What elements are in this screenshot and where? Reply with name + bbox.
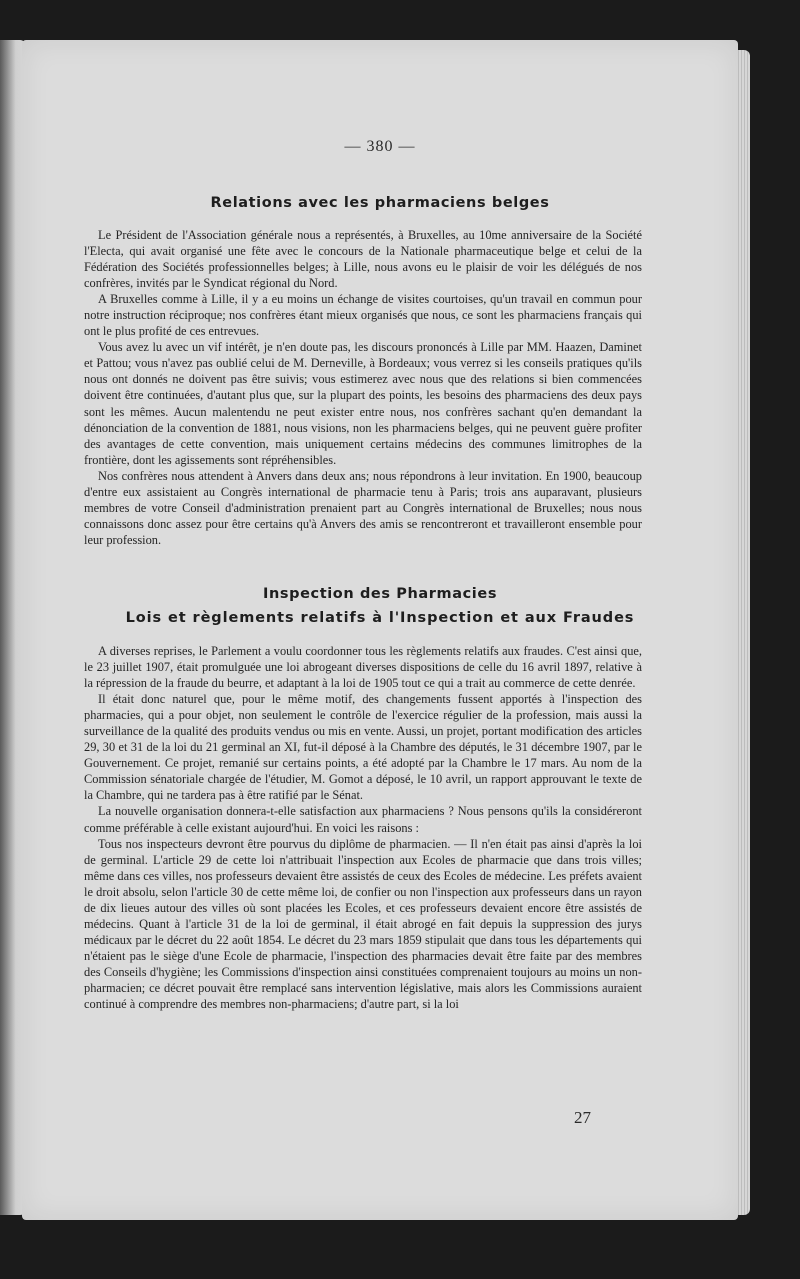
section-body-relations: [84, 227, 642, 548]
paragraph: Tous nos inspecteurs devront être pourvus du diplôme de pharmacien. — Il n'en était pas ainsi d'après la loi de germinal. L'article 29 de cette loi n'attribuait l'inspection aux Ecoles de pharmacie que dans trois villes; même dans ces villes, nos professeurs devaient être assistés de ceux des Ecoles de médecine. Les préfets avaient le droit absolu, selon l'article 30 de cette même loi, de confier ou non l'inspection aux professeurs dans un rayon de dix lieues autour des villes où sont placées les Ecoles, et ces professeurs devaient encore être assistés de médecins. Quant à l'article 31 de la loi de germinal, il était abrogé en fait depuis la suppression des jurys médicaux par le décret du 22 août 1854. Le décret du 23 mars 1859 stipulait que dans tous les départements qui n'étaient pas le siège d'une Ecole de pharmacie, l'inspection des pharmacies devait être faite par des membres des Conseils d'hygiène; les Commissions d'inspection ainsi constituées comprenaient toujours au moins un non-pharmacien; ce décret pouvait être remplacé sans intervention législative, mais alors les Commissions auraient continué à comprendre des membres non-pharmaciens; d'autre part, si la loi: [84, 836, 642, 1012]
section-body-inspection: [84, 643, 642, 1012]
section-subheading-lois: Lois et règlements relatifs à l'Inspection et aux Fraudes: [125, 610, 635, 626]
paragraph: A Bruxelles comme à Lille, il y a eu moins un échange de visites courtoises, qu'un travail en commun pour notre instruction réciproque; nos confrères étant mieux organisés que nous, ce sont les pharmaciens français qui ont le plus profité de ces entrevues.: [84, 292, 642, 339]
paragraph: Il était donc naturel que, pour le même motif, des changements fussent apportés à l'inspection des pharmacies, qui a pour objet, non seulement le contrôle de l'exercice régulier de la profession, mais aussi la surveillance de la qualité des produits vendus ou mis en vente. Aussi, un projet, portant modification des articles 29, 30 et 31 de la loi du 21 germinal an XI, fut-il déposé à la Chambre des députés, le 31 décembre 1907, par le Gouvernement. Ce projet, remanié sur certains points, a été adopté par la Chambre le 17 mars. Au nom de la Commission sénatoriale chargée de l'étudier, M. Gomot a déposé, le 10 avril, un rapport approuvant le texte de la Chambre, qui ne tardera pas à être ratifié par le Sénat.: [84, 692, 642, 803]
paragraph: Nos confrères nous attendent à Anvers dans deux ans; nous répondrons à leur invitation. En 1900, beaucoup d'entre eux assistaient au Congrès international de pharmacie tenu à Paris; trois ans auparavant, plusieurs membres de votre Conseil d'administration prenaient part au Congrès international de Bruxelles; nous nous connaissons donc assez pour être certains qu'à Anvers des amis se rencontreront et travailleront ensemble pour leur profession.: [84, 468, 642, 547]
folio-signature: 27: [574, 1108, 591, 1127]
paragraph: Vous avez lu avec un vif intérêt, je n'en doute pas, les discours prononcés à Lille par MM. Haazen, Daminet et Pattou; vous n'avez pas oublié celui de M. Derneville, à Bordeaux; vous verrez si les conseils pratiques qu'ils nous ont donnés ne doivent pas être suivis; vous estimerez avec nous que des relations si bien commencées doivent être continuées, d'autant plus que, sur la plupart des points, les besoins des pharmaciens des deux pays sont les mêmes. Aucun malentendu ne peut exister entre nous, nos confrères sachant qu'en demandant la dénonciation de la convention de 1881, nous visions, non les pharmaciens belges, qui ne peuvent guère profiter des avantages de cette convention, mais uniquement certains médecins des communes limitrophes de la frontière, dont les agissements sont répréhensibles.: [84, 340, 642, 467]
page-number: — 380 —: [344, 138, 416, 155]
book-page: [22, 40, 738, 1220]
paragraph: La nouvelle organisation donnera-t-elle satisfaction aux pharmaciens ? Nous pensons qu'ils la considéreront comme préférable à celle existant aujourd'hui. En voici les raisons :: [84, 804, 642, 835]
section-heading-relations: Relations avec les pharmaciens belges: [210, 195, 550, 211]
paragraph: Le Président de l'Association générale nous a représentés, à Bruxelles, au 10me anniversaire de la Société l'Electa, qui avait organisé une fête avec le concours de la Nationale pharmaceutique belge et celui de la Fédération des Sociétés professionnelles belges; à Lille, nous avons eu le plaisir de voir les délégués de nos confrères, invités par le Syndicat régional du Nord.: [84, 228, 642, 291]
section-heading-inspection: Inspection des Pharmacies: [262, 586, 498, 602]
paragraph: A diverses reprises, le Parlement a voulu coordonner tous les règlements relatifs aux fraudes. C'est ainsi que, le 23 juillet 1907, était promulguée une loi abrogeant diverses dispositions de celle du 16 avril 1897, relative à la répression de la fraude du beurre, et adaptant à la loi de 1905 tout ce qui a trait au commerce de cette denrée.: [84, 644, 642, 691]
